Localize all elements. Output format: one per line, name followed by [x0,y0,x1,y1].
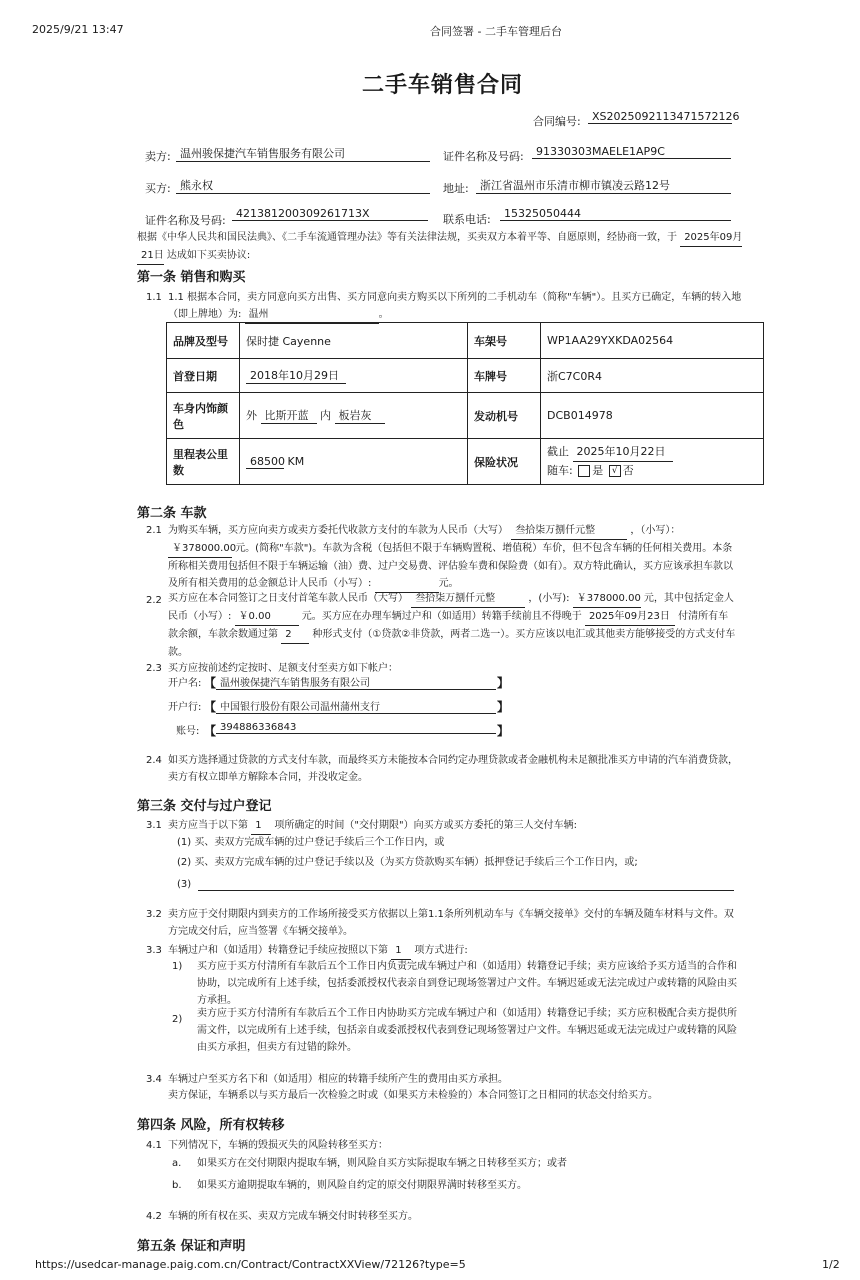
buyer-address: 浙江省温州市乐清市柳市镇凌云路12号 [476,177,731,194]
clause-3-1-option-2: (2) 买、卖双方完成车辆的过户登记手续以及（为买方贷款购买车辆）抵押登记手续后三个工作日内，或; [177,857,638,868]
clause-1-1-num: 1.1 [146,292,162,303]
transfer-option: 1 [391,942,411,960]
plate-label: 车牌号 [468,359,541,393]
bank-label: 开户行: [168,702,202,713]
clause-2-4: 如买方选择通过贷款的方式支付车款，而最终买方未能按本合同约定办理贷款或者金融机构未足额批准买方申请的汽车消费贷款，卖方有权立即单方解除本合同，并没收定金。 [168,755,738,783]
article-2-heading: 第二条 车款 [137,506,207,521]
account-name-label: 开户名: [168,678,202,689]
with-car-label: 随车: [547,464,573,477]
transfer-city: 温州 [245,306,379,324]
phone-label: 联系电话: [443,213,491,226]
clause-2-1-num: 2.1 [146,525,162,536]
color-cell [240,393,468,439]
insurance-yes-checkbox [578,465,590,477]
print-page-title: 合同签署 - 二手车管理后台 [430,25,562,38]
clause-3-1-option-3-blank [198,890,734,891]
article-1-heading: 第一条 销售和购买 [137,270,246,285]
price-upper: 叁拾柒万捌仟元整 [511,522,627,540]
seller-name: 温州骏保捷汽车销售服务有限公司 [176,145,430,162]
seller-label: 卖方: [145,150,171,163]
clause-2-1 [168,522,738,593]
clause-4-1-a: 如果买方在交付期限内提取车辆，则风险自买方实际提取车辆之日转移至买方；或者 [197,1158,567,1169]
clause-3-1 [168,817,738,835]
clause-2-3-num: 2.3 [146,663,162,674]
payoff-date: 2025年09月23日 [585,608,675,626]
vehicle-info-table [166,322,764,485]
mileage-unit: KM [287,454,305,468]
clause-2-2-num: 2.2 [146,595,162,606]
clause-3-4-num: 3.4 [146,1074,162,1085]
clause-2-1-b: ，（小写）： [630,525,681,536]
clause-1-1-period: 。 [378,309,389,320]
color-in-value: 板岩灰 [335,407,385,424]
clause-2-3-text: 买方应按前述约定按时、足额支付至卖方如下帐户： [168,663,398,674]
clause-3-3-a: 车辆过户和（如适用）转籍登记手续应按照以下第 [168,945,388,956]
mileage-label: 里程表公里数 [167,439,240,485]
clause-2-2-d: 元。买方应在办理车辆过户和（如适用）转籍手续前且不得晚于 [301,611,582,622]
account-no-label: 账号: [176,726,200,737]
clause-3-4-a: 车辆过户至买方名下和（如适用）相应的转籍手续所产生的费用由买方承担。 [168,1074,508,1085]
buyer-label: 买方: [145,182,171,195]
color-label: 车身内饰颜色 [167,393,240,439]
insurance-label: 保险状况 [468,439,541,485]
price-lower: ￥378000.00 [168,540,232,558]
print-url: https://usedcar-manage.paig.com.cn/Contract/ContractXXView/72126?type=5 [35,1258,466,1271]
clause-3-3-num: 3.3 [146,945,162,956]
reg-date-label: 首登日期 [167,359,240,393]
first-payment-lower: ￥378000.00 [573,590,641,608]
engine-label: 发动机号 [468,393,541,439]
reg-date-cell [240,359,468,393]
insurance-no-label: 否 [622,464,634,477]
clause-3-4-b: 卖方保证，车辆系以与买方最后一次检验之时或（如果买方未检验的）本合同签订之日相同的状态交付给买方。 [168,1090,658,1101]
clause-4-1-num: 4.1 [146,1140,162,1151]
seller-id-label: 证件名称及号码: [443,150,524,163]
account-name-rbracket: 】 [497,676,510,690]
article-4-heading: 第四条 风险，所有权转移 [137,1118,285,1133]
clause-4-2: 车辆的所有权在买、卖双方完成车辆交付时转移至买方。 [168,1211,418,1222]
reg-date-value: 2018年10月29日 [246,367,346,384]
contract-number: XS2025092113471572126 [588,110,732,124]
print-datetime: 2025/9/21 13:47 [32,23,124,36]
mileage-cell [240,439,468,485]
article-5-heading: 第五条 保证和声明 [137,1239,246,1254]
account-no-rbracket: 】 [497,724,510,738]
clause-4-1-b: 如果买方逾期提取车辆的，则风险自约定的原交付期限界满时转移至买方。 [197,1180,527,1191]
account-no: 394886336843 [216,722,496,734]
buyer-name: 熊永权 [176,177,430,194]
address-label: 地址: [443,182,469,195]
clause-2-1-a: 为购买车辆，买方应向卖方或卖方委托代收款方支付的车款为人民币（大写） [168,525,508,536]
insurance-cell [541,439,764,485]
clause-3-1-num: 3.1 [146,820,162,831]
bank-rbracket: 】 [497,700,510,714]
preamble-date-b: 21日 [137,247,164,265]
plate-value: 浙C7C0R4 [541,359,764,393]
clause-3-3-2: 卖方应于买方付清所有车款后五个工作日内协助买方完成车辆过户和（如适用）转籍登记手续；买方应积极配合卖方提供所需文件，以完成所有上述手续，包括亲自或委派授权代表到登记现场签署过户文件。车辆迟延或无法完成过户或转籍的风险由买方承担，但卖方有过错的除外。 [197,1008,737,1053]
color-out-prefix: 外 [246,409,257,422]
clause-1-1-text: 1.1 根据本合同，卖方同意向买方出售、买方同意向卖方购买以下所列的二手机动车（简称"车辆"）。且买方已确定，车辆的转入地（即上牌地）为: [168,292,742,320]
print-page-number: 1/2 [822,1258,840,1271]
clause-3-1-option-1: (1) 买、卖双方完成车辆的过户登记手续后三个工作日内，或 [177,837,445,848]
color-out-value: 比斯开蓝 [261,407,317,424]
insurance-until-prefix: 截止 [547,445,569,458]
clause-1-1 [168,289,758,324]
clause-3-3-2-num: 2) [172,1014,183,1025]
delivery-option: 1 [251,817,271,835]
preamble-text-a: 根据《中华人民共和国民法典》、《二手车流通管理办法》等有关法律法规，买卖双方本着平等、自愿原则，经协商一致，于 [137,232,677,243]
preamble-date-a: 2025年09月 [680,229,742,247]
bank-name: 中国银行股份有限公司温州蒲州支行 [216,698,496,714]
clause-2-2-f: 种形式支付（①贷款②非贷款，两者二选一）。买方应该以电汇或其他卖方能够接受的方式支付车款。 [168,629,736,658]
payment-method: 2 [281,626,309,644]
insurance-until: 2025年10月22日 [573,443,673,462]
first-payment-upper: 叁拾柒万捌仟元整 [411,590,525,608]
account-name: 温州骏保捷汽车销售服务有限公司 [216,674,496,690]
clause-4-1: 下列情况下，车辆的毁损灭失的风险转移至买方： [168,1140,388,1151]
clause-3-2-num: 3.2 [146,909,162,920]
buyer-id-label: 证件名称及号码: [145,214,226,227]
clause-2-2-a: 买方应在本合同签订之日支付首笔车款人民币（大写） [168,593,408,604]
vin-value: WP1AA29YXKDA02564 [541,323,764,359]
clause-3-1-option-3: (3) [177,879,192,890]
clause-4-2-num: 4.2 [146,1211,162,1222]
clause-3-3-b: 项方式进行: [414,945,468,956]
clause-4-1-a-num: a. [172,1158,182,1169]
vin-label: 车架号 [468,323,541,359]
insurance-no-checkbox: √ [609,465,621,477]
seller-id: 91330303MAELE1AP9C [532,145,731,159]
clause-3-3-1-num: 1) [172,961,183,972]
clause-2-2-b: ，(小写): [528,593,570,604]
preamble-text-b: 达成如下买卖协议: [166,250,251,261]
clause-2-2 [168,590,738,661]
insurance-yes-label: 是 [592,464,604,477]
bank-lbracket: 【 [204,700,217,714]
color-in-prefix: 内 [320,409,331,422]
clause-2-4-num: 2.4 [146,755,162,766]
deposit-amount: ￥0.00 [235,608,299,626]
clause-2-2-c: 元，其中包括定金人民币（小写）: [168,593,734,622]
account-no-lbracket: 【 [204,724,217,738]
clause-3-1-b: 项所确定的时间（"交付期限"）向买方或买方委托的第三人交付车辆: [274,820,577,831]
clause-2-1-d: 元。 [438,578,459,589]
preamble [137,229,747,265]
account-name-lbracket: 【 [204,676,217,690]
brand-label: 品牌及型号 [167,323,240,359]
clause-3-2: 卖方应于交付期限内到卖方的工作场所接受买方依据以上第1.1条所列机动车与《车辆交接单》交付的车辆及随车材料与文件。双方完成交付后，应当签署《车辆交接单》。 [168,909,734,937]
engine-value: DCB014978 [541,393,764,439]
clause-2-2-e: 付清所有车款余额，车款余数通过第 [168,611,729,640]
clause-3-3-1: 买方应于买方付清所有车款后五个工作日内负责完成车辆过户和（如适用）转籍登记手续；卖方应该给予买方适当的合作和协助，以完成所有上述手续，包括委派授权代表亲自到登记现场签署过户文件。车辆迟延或无法完成过户或转籍的风险由买方承担。 [197,961,737,1006]
contract-number-label: 合同编号: [533,115,581,128]
buyer-phone: 15325050444 [500,207,731,221]
clause-4-1-b-num: b. [172,1180,182,1191]
mileage-value: 68500 [246,455,284,469]
clause-2-1-c: 元。(简称"车款")。车款为含税（包括但不限于车辆购置税、增值税）车价，但不包含车辆的任何相关费用。本条所称相关费用包括但不限于车辆运输（油）费、过户交易费、评估验车费和保险费（如有）。双方特此确认，买方应该承担车款以及所有相关费用的总金额总计人民币（小写）: [168,543,733,589]
brand-value: 保时捷 Cayenne [240,323,468,359]
clause-3-1-a: 卖方应当于以下第 [168,820,248,831]
article-3-heading: 第三条 交付与过户登记 [137,799,272,814]
contract-title: 二手车销售合同 [362,73,524,98]
buyer-id: 421381200309261713X [232,207,428,221]
